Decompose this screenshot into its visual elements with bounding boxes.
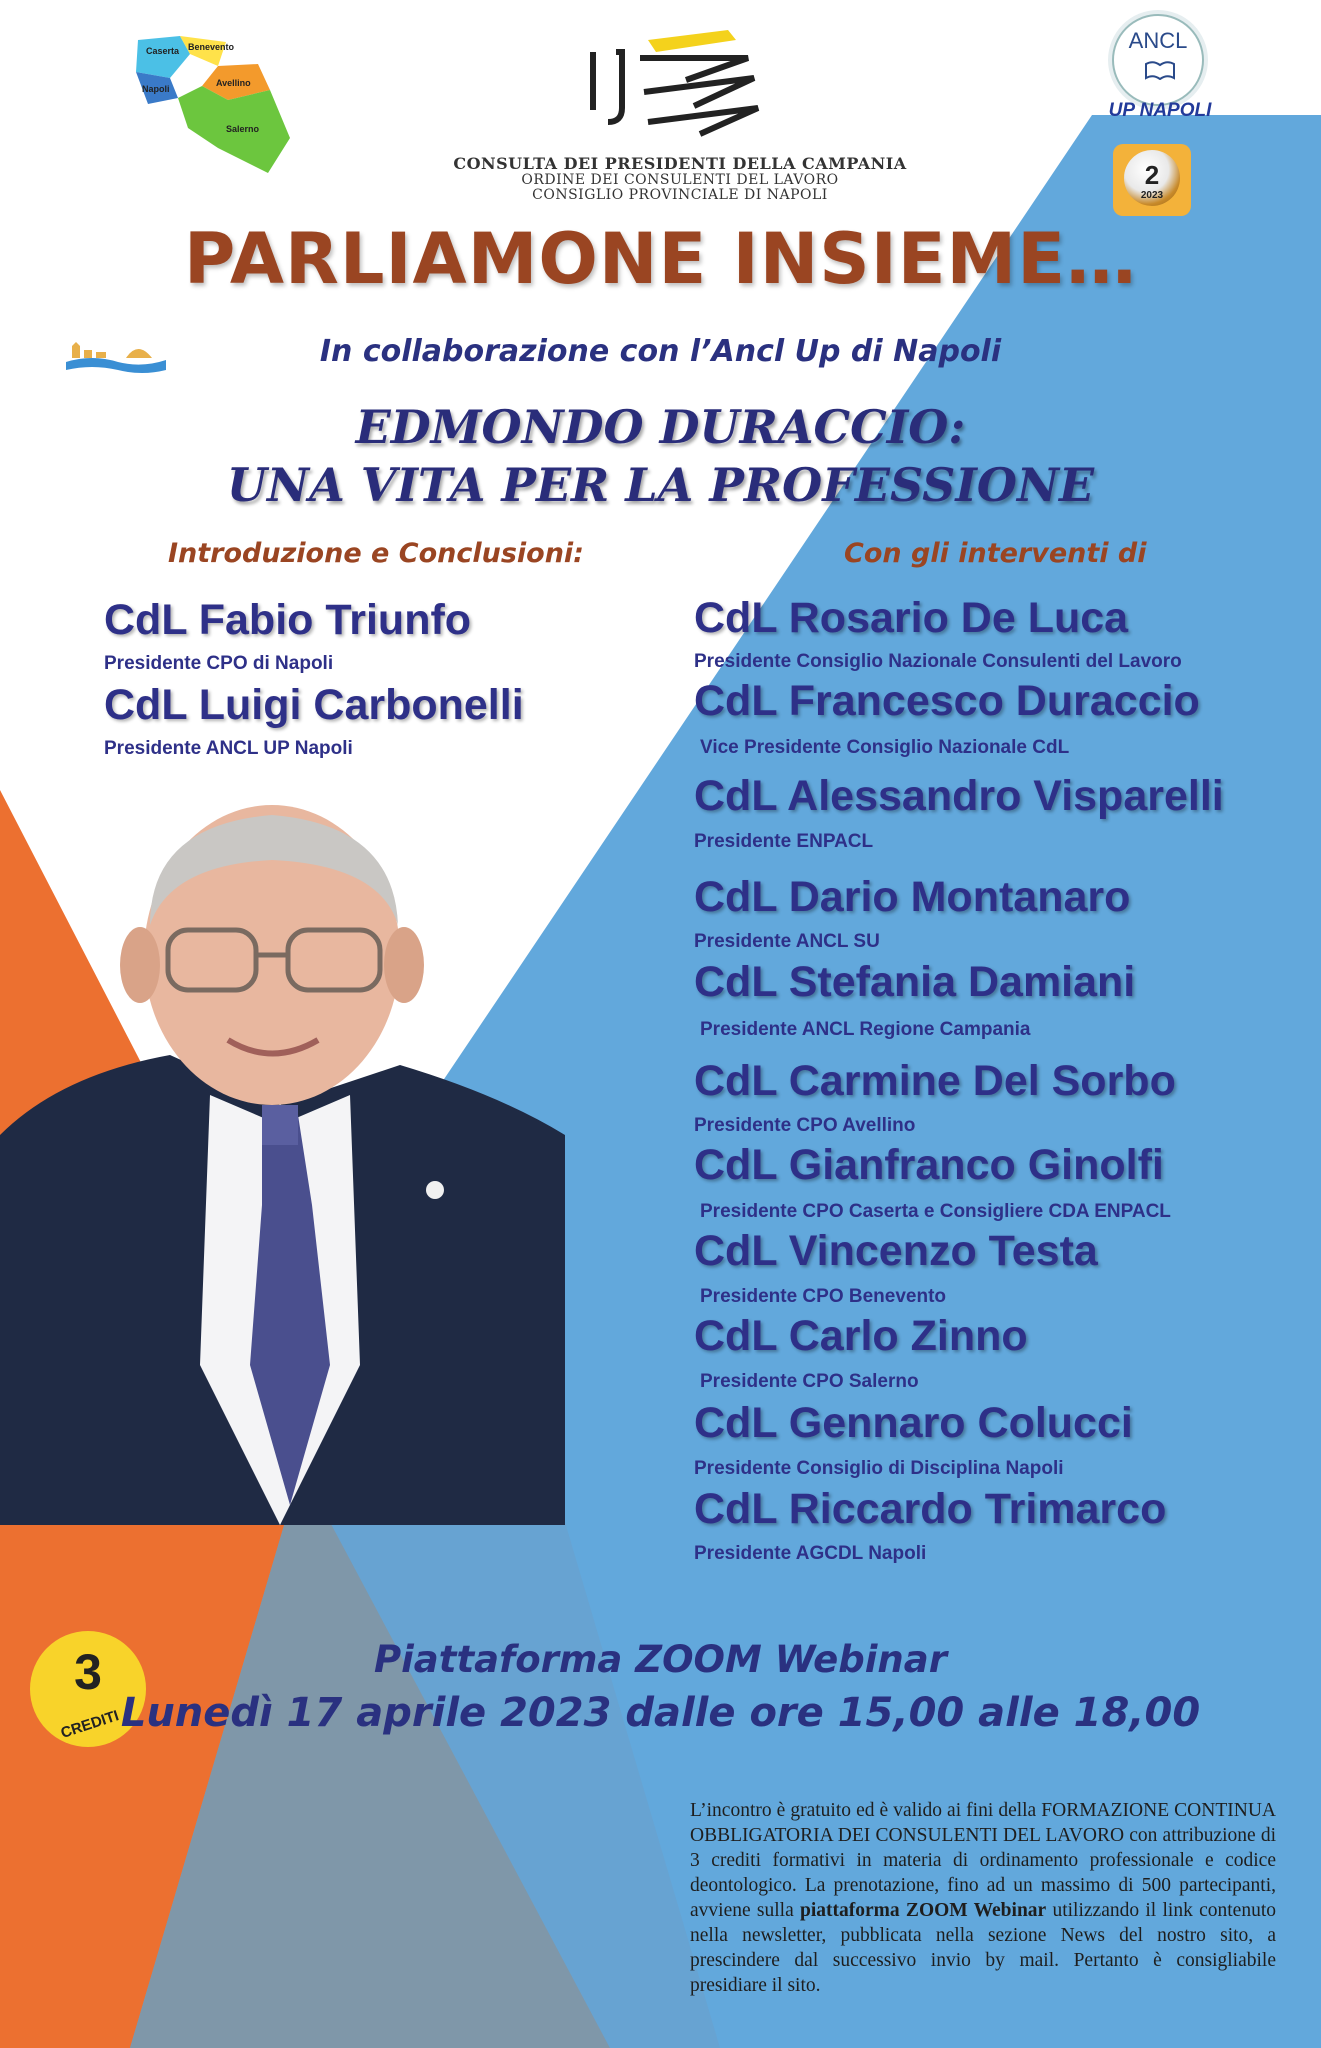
speaker-role: Presidente ENPACL <box>694 831 874 852</box>
edition-badge <box>1113 144 1191 216</box>
speaker-name: CdL Alessandro Visparelli <box>694 772 1224 820</box>
speaker-name: CdL Riccardo Trimarco <box>694 1485 1167 1533</box>
speaker-name: CdL Dario Montanaro <box>694 873 1131 921</box>
intro-speaker-name: CdL Luigi Carbonelli <box>104 681 524 729</box>
book-icon <box>1144 60 1176 80</box>
consulta-line-2: ORDINE DEI CONSULENTI DEL LAVORO <box>521 172 839 188</box>
speakers-section-label: Con gli interventi di <box>844 538 1147 569</box>
credits-label: CREDITI <box>58 1707 122 1742</box>
ancl-logo <box>1112 14 1204 106</box>
speaker-role: Vice Presidente Consiglio Nazionale CdL <box>700 737 1070 758</box>
intro-section-label: Introduzione e Conclusioni: <box>168 538 584 569</box>
speaker-name: CdL Gennaro Colucci <box>694 1399 1133 1447</box>
consulta-line-1: CONSULTA DEI PRESIDENTI DELLA CAMPANIA <box>453 154 907 173</box>
speaker-name: CdL Carlo Zinno <box>694 1312 1028 1360</box>
platform-line: Piattaforma ZOOM Webinar <box>374 1638 947 1681</box>
event-title-line-1: EDMONDO DURACCIO: <box>355 400 966 454</box>
speaker-name: CdL Vincenzo Testa <box>694 1227 1098 1275</box>
intro-speaker-role: Presidente ANCL UP Napoli <box>104 738 353 759</box>
info-paragraph <box>690 1798 1276 1998</box>
speaker-name: CdL Francesco Duraccio <box>694 677 1200 725</box>
speaker-role: Presidente ANCL SU <box>694 931 880 952</box>
map-label-napoli: Napoli <box>142 84 170 94</box>
edition-number: 2 <box>1144 160 1160 190</box>
speaker-role: Presidente CPO Caserta e Consigliere CDA ENPACL <box>700 1201 1171 1222</box>
speaker-role: Presidente Consiglio Nazionale Consulenti del Lavoro <box>694 651 1182 672</box>
credits-number: 3 <box>74 1644 102 1700</box>
up-napoli-label: UP NAPOLI <box>1108 100 1212 121</box>
edmondo-duraccio-portrait <box>0 805 565 1525</box>
speaker-role: Presidente ANCL Regione Campania <box>700 1019 1031 1040</box>
consulta-heading <box>420 154 940 203</box>
ancl-logo-text: ANCL <box>1128 28 1188 53</box>
speaker-name: CdL Carmine Del Sorbo <box>694 1057 1176 1105</box>
speaker-name: CdL Stefania Damiani <box>694 958 1136 1006</box>
consulta-line-3: CONSIGLIO PROVINCIALE DI NAPOLI <box>532 187 828 203</box>
consulta-logo <box>578 30 778 150</box>
intro-speaker-name: CdL Fabio Triunfo <box>104 596 472 644</box>
speaker-role: Presidente AGCDL Napoli <box>694 1543 927 1564</box>
speaker-name: CdL Gianfranco Ginolfi <box>694 1141 1164 1189</box>
speaker-role: Presidente CPO Avellino <box>694 1115 916 1136</box>
collaboration-line: In collaborazione con l’Ancl Up di Napoli <box>319 334 1002 369</box>
event-title-line-2: UNA VITA PER LA PROFESSIONE <box>226 458 1095 512</box>
speaker-role: Presidente CPO Salerno <box>700 1371 919 1392</box>
map-label-benevento: Benevento <box>188 42 235 52</box>
main-title: PARLIAMONE INSIEME… <box>183 218 1138 300</box>
info-text-part1: L’incontro è gratuito ed è valido ai fini della FORMAZIONE CONTINUA OBBLIGATORIA DEI CONSULENTI DEL LAVORO con attribuzione di 3 crediti formativi in materia di ordinamento professionale e codice deontologico. La prenotazione, fino ad un massimo di 500 partecipanti, avviene sulla <box>690 1800 1276 1921</box>
speaker-name: CdL Rosario De Luca <box>694 594 1129 642</box>
map-label-caserta: Caserta <box>146 46 180 56</box>
billiard-ball-icon <box>1124 150 1180 206</box>
info-text-bold: piattaforma ZOOM Webinar <box>800 1900 1047 1921</box>
event-title <box>0 398 1321 514</box>
speaker-role: Presidente CPO Benevento <box>700 1286 947 1307</box>
map-label-avellino: Avellino <box>216 78 251 88</box>
intro-speaker-role: Presidente CPO di Napoli <box>104 653 334 674</box>
info-text-part2: utilizzando il link contenuto nella newsletter, pubblicata nella sezione News del nostro sito, a prescindere dal successivo invio by mail. Pertanto è consigliabile presidiare il sito. <box>690 1900 1276 1996</box>
speaker-role: Presidente Consiglio di Disciplina Napoli <box>694 1458 1064 1479</box>
campania-map-logo <box>118 28 293 178</box>
event-date: Lunedì 17 aprile 2023 dalle ore 15,00 alle 18,00 <box>120 1690 1201 1736</box>
map-label-salerno: Salerno <box>226 124 260 134</box>
edition-year: 2023 <box>1140 190 1164 201</box>
